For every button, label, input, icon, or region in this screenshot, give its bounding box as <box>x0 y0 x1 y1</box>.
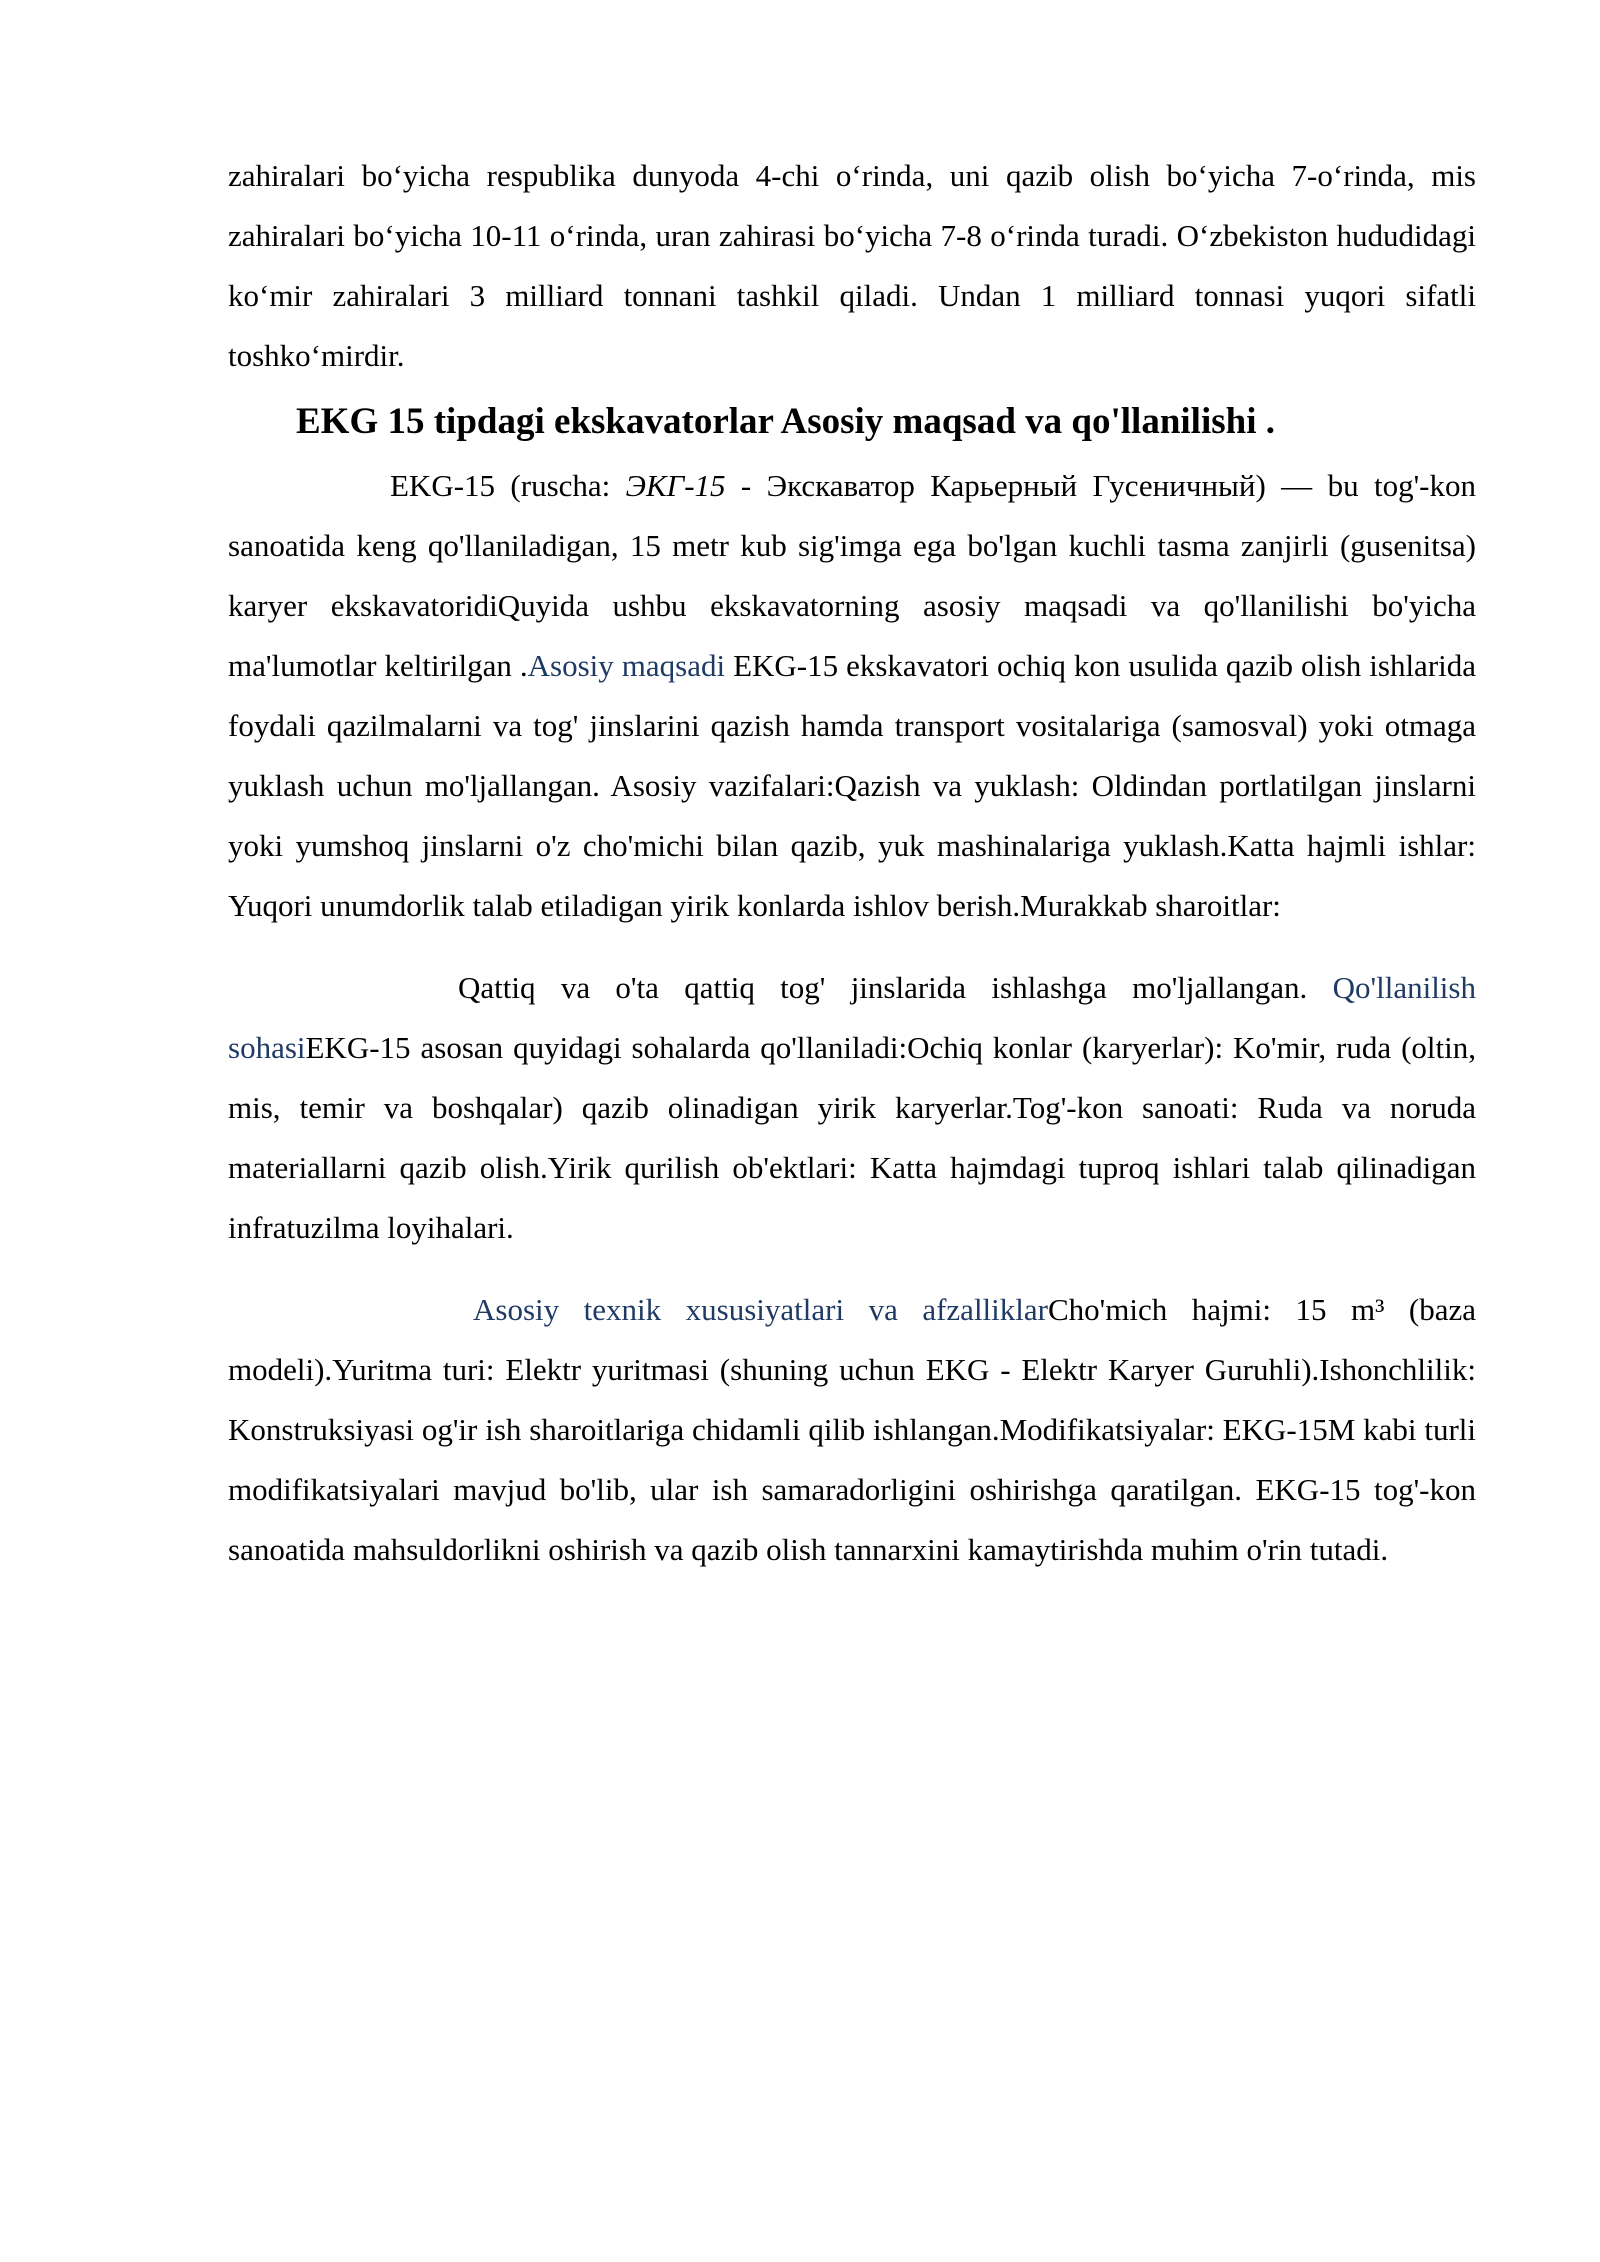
paragraph-purpose-text-1: EKG-15 (ruscha: <box>390 468 626 503</box>
subheading-purpose: Asosiy maqsadi <box>527 648 726 683</box>
paragraph-application-text-2: EKG-15 asosan quyidagi sohalarda qo'llaniladi:Ochiq konlar (karyerlar): Ko'mir, ruda (oltin, mis, temir va boshqalar) qazib olinadigan yirik karyerlar.Tog'-kon sanoati: Ruda va noruda materiallarni qazib olish.Yirik qurilish ob'ektlari: Katta hajmdagi tuproq ishlari talab qilinadigan infratuzilma loyihalari. <box>228 1030 1476 1245</box>
paragraph-application <box>228 958 1476 1258</box>
document-body <box>228 146 1476 1580</box>
paragraph-application-text-1: Qattiq va o'ta qattiq tog' jinslarida ishlashga mo'ljallangan. <box>458 970 1333 1005</box>
paragraph-purpose-text-2: - Экскаватор Карьерный Гусеничный) — bu tog'-kon sanoatida keng qo'llaniladigan, 15 metr kub sig'imga ega bo'lgan kuchli tasma zanjirli (gusenitsa) karyer ekskavatoridiQuyida ushbu ekskavatorning asosiy maqsadi va qo'llanilishi bo'yicha ma'lumotlar keltirilgan . <box>228 468 1476 683</box>
subheading-application: Qo'llanilish sohasi <box>228 970 1476 1065</box>
paragraph-specs <box>228 1280 1476 1580</box>
paragraph-specs-text: Cho'mich hajmi: 15 m³ (baza modeli).Yuritma turi: Elektr yuritmasi (shuning uchun EKG - Elektr Karyer Guruhli).Ishonchlilik: Konstruksiyasi og'ir ish sharoitlariga chidamli qilib ishlangan.Modifikatsiyalar: EKG-15M kabi turli modifikatsiyalari mavjud bo'lib, ular ish samaradorligini oshirishga qaratilgan. EKG-15 tog'-kon sanoatida mahsuldorlikni oshirish va qazib olish tannarxini kamaytirishda muhim o'rin tutadi. <box>228 1292 1476 1567</box>
section-heading: EKG 15 tipdagi ekskavatorlar Asosiy maqsad va qo'llanilishi . <box>296 401 1276 442</box>
paragraph-reserves: zahiralari bo‘yicha respublika dunyoda 4-chi o‘rinda, uni qazib olish bo‘yicha 7-o‘rinda, mis zahiralari bo‘yicha 10-11 o‘rinda, uran zahirasi bo‘yicha 7-8 o‘rinda turadi. O‘zbekiston hududidagi ko‘mir zahiralari 3 milliard tonnani tashkil qiladi. Undan 1 milliard tonnasi yuqori sifatli toshko‘mirdir. <box>228 158 1476 373</box>
paragraph-purpose <box>228 456 1476 936</box>
russian-abbreviation: ЭКГ-15 <box>625 468 726 503</box>
subheading-specs: Asosiy texnik xususiyatlari va afzalliklar <box>473 1292 1048 1327</box>
paragraph-purpose-text-3: EKG-15 ekskavatori ochiq kon usulida qazib olish ishlarida foydali qazilmalarni va tog' jinslarini qazish hamda transport vositalariga (samosval) yoki otmaga yuklash uchun mo'ljallangan. Asosiy vazifalari:Qazish va yuklash: Oldindan portlatilgan jinslarni yoki yumshoq jinslarni o'z cho'michi bilan qazib, yuk mashinalariga yuklash.Katta hajmli ishlar: Yuqori unumdorlik talab etiladigan yirik konlarda ishlov berish.Murakkab sharoitlar: <box>228 648 1477 923</box>
